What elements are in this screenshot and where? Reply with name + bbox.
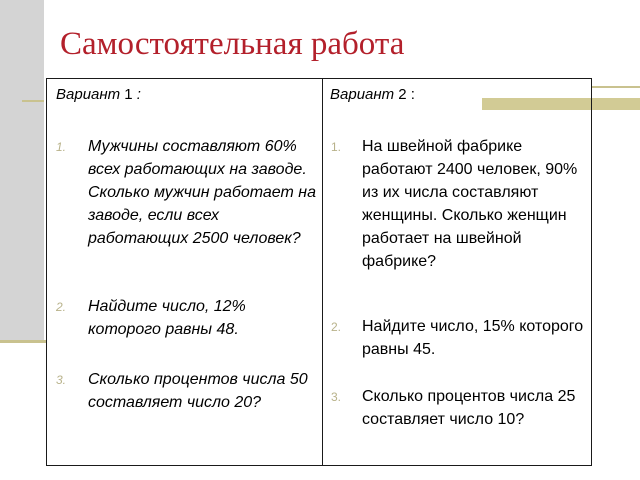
left-decor-edge <box>0 340 46 343</box>
variant-2-item-3: Сколько процентов числа 25 составляет число 10? <box>362 388 576 428</box>
variant-2-item-2: Найдите число, 15% которого равны 45. <box>362 318 584 358</box>
variant-2-header: Вариант 2 : <box>330 86 415 103</box>
variant-1-item-1: Мужчины составляют 60% всех работающих на заводе. Сколько мужчин работает на заводе, если всех работающих 2500 человек? <box>88 138 316 247</box>
variant-1-item-3-number: 3. <box>56 373 67 387</box>
variant-1-item-3: Сколько процентов числа 50 составляет число 20? <box>88 371 308 411</box>
decor-line-right <box>592 86 640 88</box>
variant-2-item-2-number: 2. <box>331 320 342 334</box>
page-title: Самостоятельная работа <box>60 26 405 62</box>
variant-1-item-2: Найдите число, 12% которого равны 48. <box>88 298 246 338</box>
variant-1-item-2-number: 2. <box>56 300 67 314</box>
decor-line-left <box>22 100 44 102</box>
variant-2-item-1-number: 1. <box>331 140 342 154</box>
left-decor-bar <box>0 0 44 340</box>
table-divider <box>322 78 323 466</box>
variant-2-item-3-number: 3. <box>331 390 342 404</box>
variant-1-item-1-number: 1. <box>56 140 67 154</box>
variant-2-item-1: На швейной фабрике работают 2400 человек, 90% из их числа составляют женщины. Сколько женщин работает на швейной фабрике? <box>362 138 578 270</box>
variant-1-header: Вариант 1 : <box>56 86 141 103</box>
